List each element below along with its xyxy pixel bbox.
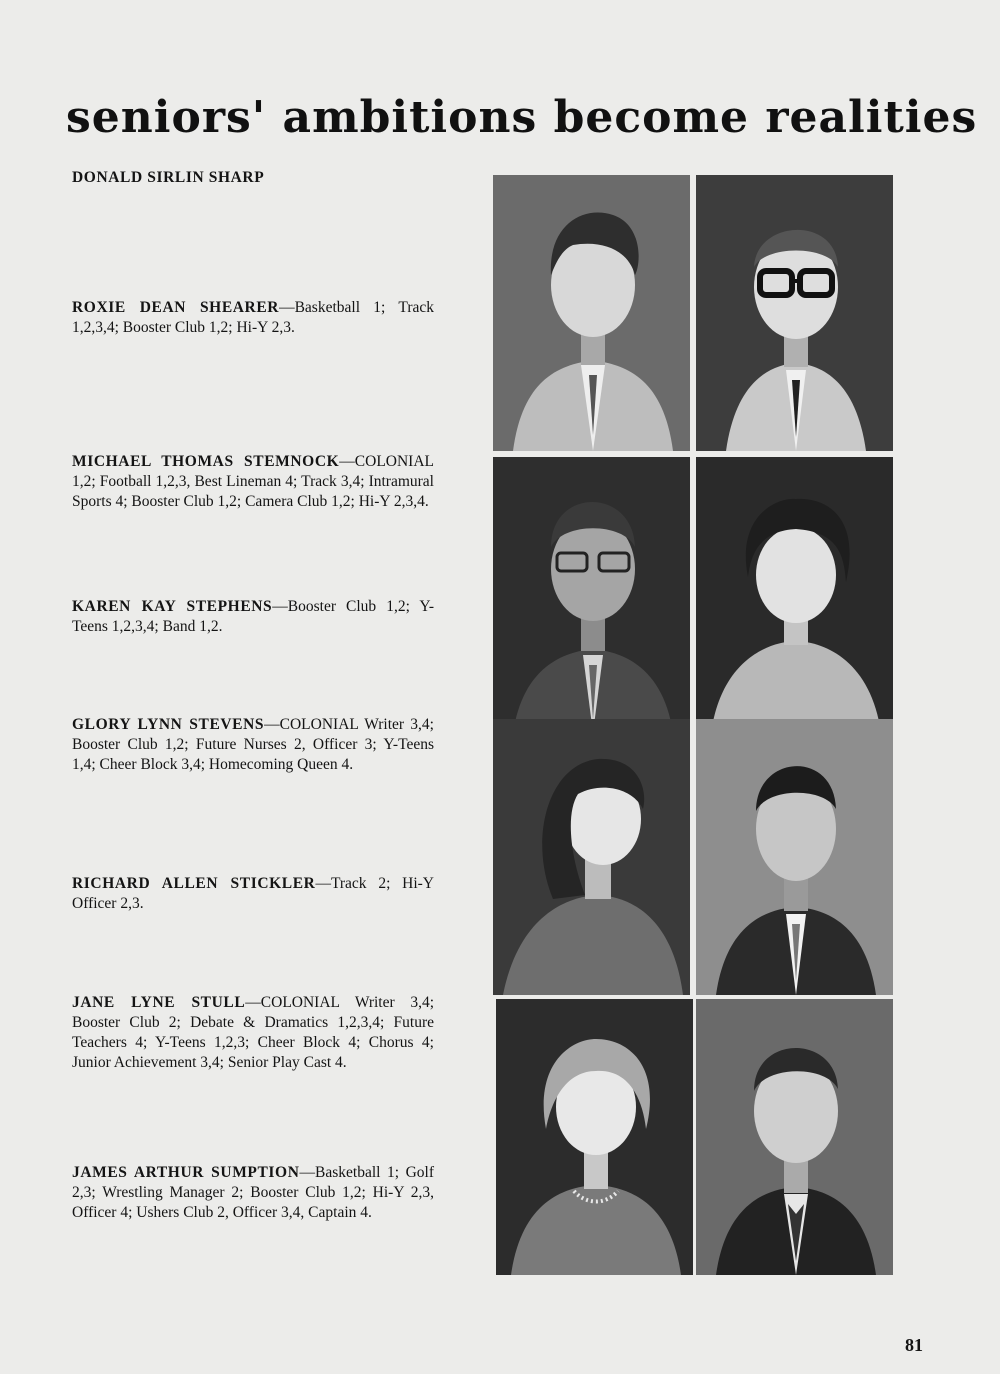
senior-activities: —Booster Club 1,2; Y-Teens 1,2,3,4; Band 1,2. <box>72 598 434 635</box>
portrait-photo-icon <box>696 457 893 733</box>
portrait-photo-icon <box>696 999 893 1275</box>
page-number: 81 <box>905 1335 923 1355</box>
senior-name: KAREN KAY STEPHENS <box>72 598 273 615</box>
portrait-photo-icon <box>493 457 690 733</box>
portrait-photo-icon <box>696 175 893 451</box>
senior-bio <box>72 1163 434 1223</box>
senior-bio <box>72 597 434 637</box>
senior-name: JAMES ARTHUR SUMPTION <box>72 1164 300 1181</box>
senior-activities: —Basketball 1; Golf 2,3; Wrestling Manager 2; Booster Club 1,2; Hi-Y 2,3, Officer 4; Ushers Club 2, Officer 3,4, Captain 4. <box>72 1164 434 1221</box>
senior-bio <box>72 993 434 1073</box>
senior-bio <box>72 715 434 775</box>
senior-activities: —COLONIAL 1,2; Football 1,2,3, Best Lineman 4; Track 3,4; Intramural Sports 4; Booster Club 1,2; Camera Club 1,2; Hi-Y 2,3,4. <box>72 453 434 510</box>
senior-activities: —COLONIAL Writer 3,4; Booster Club 1,2; Future Nurses 2, Officer 3; Y-Teens 1,4; Cheer Block 3,4; Homecoming Queen 4. <box>72 716 434 773</box>
page-title: seniors' ambitions become realities <box>66 92 978 143</box>
senior-name: RICHARD ALLEN STICKLER <box>72 875 316 892</box>
senior-name: GLORY LYNN STEVENS <box>72 716 265 733</box>
senior-name: ROXIE DEAN SHEARER <box>72 299 280 316</box>
portrait-photo-icon <box>696 719 893 995</box>
senior-bio <box>72 452 434 512</box>
senior-name: JANE LYNE STULL <box>72 994 246 1011</box>
portrait-photo-icon <box>496 999 693 1275</box>
senior-bio <box>72 874 434 914</box>
portrait-photo-icon <box>493 175 690 451</box>
portrait-photo-icon <box>493 719 690 995</box>
senior-bio <box>72 168 434 188</box>
senior-name: DONALD SIRLIN SHARP <box>72 169 265 186</box>
senior-name: MICHAEL THOMAS STEMNOCK <box>72 453 340 470</box>
senior-activities: —COLONIAL Writer 3,4; Booster Club 2; Debate & Dramatics 1,2,3,4; Future Teachers 4; Y-Teens 1,2,3; Cheer Block 4; Chorus 4; Junior Achievement 3,4; Senior Play Cast 4. <box>72 994 434 1071</box>
senior-activities: —Track 2; Hi-Y Officer 2,3. <box>72 875 434 912</box>
senior-activities: —Basketball 1; Track 1,2,3,4; Booster Club 1,2; Hi-Y 2,3. <box>72 299 434 336</box>
senior-bio <box>72 298 434 338</box>
